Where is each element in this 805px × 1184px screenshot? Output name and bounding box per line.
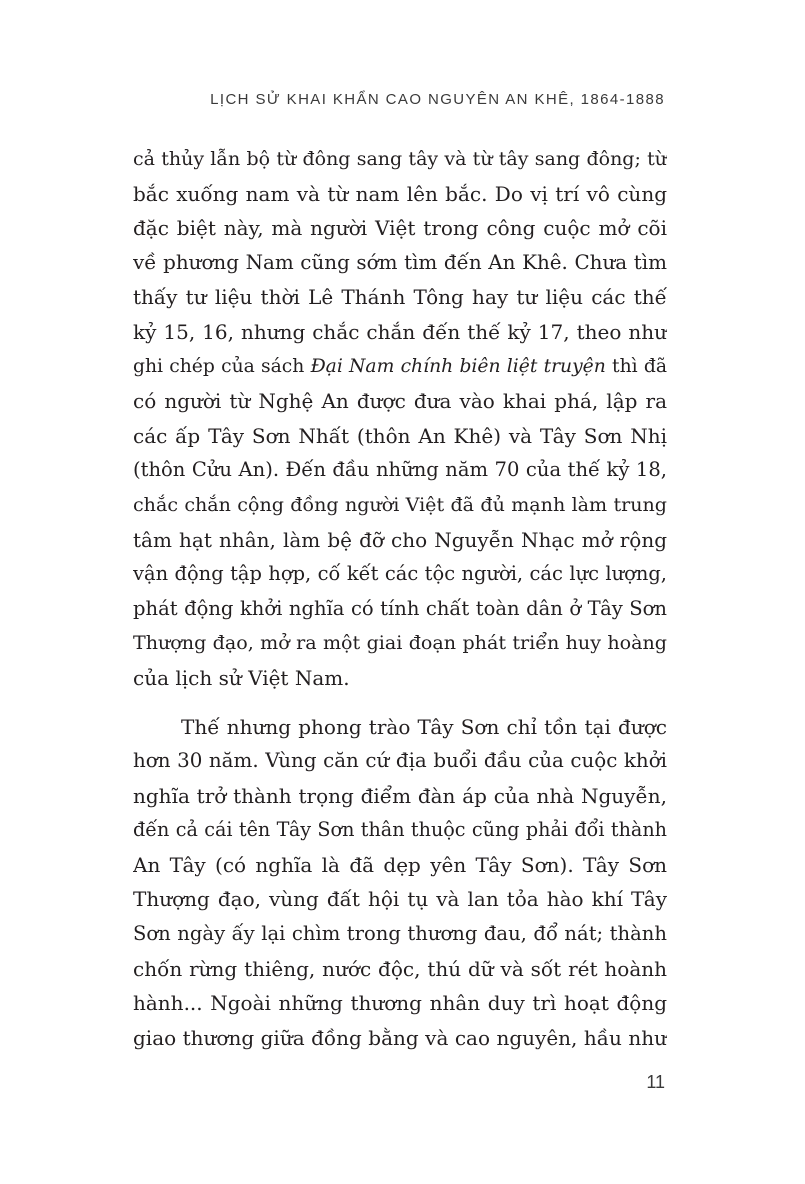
text-line: chắc chắn cộng đồng người Việt đã đủ mạnh làm trung [133, 493, 667, 516]
text-line: Sơn ngày ấy lại chìm trong thương đau, đổ nát; thành [133, 922, 667, 946]
text-line: Thượng đạo, mở ra một giai đoạn phát triển huy hoàng [133, 631, 667, 655]
running-header: LỊCH SỬ KHAI KHẨN CAO NGUYÊN AN KHÊ, 1864-1888 [210, 91, 665, 108]
body-text [133, 142, 667, 1055]
text-line: Thượng đạo, vùng đất hội tụ và lan tỏa hào khí Tây [133, 887, 667, 912]
text-line: Thế nhưng phong trào Tây Sơn chỉ tồn tại được [181, 714, 667, 739]
text-line: về phương Nam cũng sớm tìm đến An Khê. Chưa tìm [133, 250, 667, 274]
text-line: vận động tập hợp, cố kết các tộc người, các lực lượng, [133, 562, 667, 586]
text-line: đến cả cái tên Tây Sơn thân thuộc cũng phải đổi thành [133, 818, 667, 842]
text-line: hơn 30 năm. Vùng căn cứ địa buổi đầu của cuộc khởi [133, 749, 667, 773]
page-number: 11 [646, 1072, 665, 1092]
text-line: của lịch sử Việt Nam. [133, 665, 350, 690]
text-line: đặc biệt này, mà người Việt trong công cuộc mở cõi [133, 216, 667, 241]
text-line: phát động khởi nghĩa có tính chất toàn dân ở Tây Sơn [133, 596, 667, 620]
text-line: có người từ Nghệ An được đưa vào khai phá, lập ra [133, 389, 667, 414]
text-line: An Tây (có nghĩa là đã dẹp yên Tây Sơn). Tây Sơn [133, 852, 667, 877]
text-line: thấy tư liệu thời Lê Thánh Tông hay tư liệu các thế [133, 285, 667, 310]
text-line: các ấp Tây Sơn Nhất (thôn An Khê) và Tây Sơn Nhị [133, 423, 667, 448]
paragraph-2 [133, 710, 667, 1056]
text-line: (thôn Cửu An). Đến đầu những năm 70 của thế kỷ 18, [133, 458, 667, 482]
text-line: bắc xuống nam và từ nam lên bắc. Do vị trí vô cùng [133, 181, 667, 206]
text-line: chốn rừng thiêng, nước độc, thú dữ và sốt rét hoành [133, 956, 667, 981]
text-line: giao thương giữa đồng bằng và cao nguyên, hầu như [133, 1025, 667, 1050]
text-line: cả thủy lẫn bộ từ đông sang tây và từ tây sang đông; từ [133, 148, 667, 170]
text-line: kỷ 15, 16, nhưng chắc chắn đến thế kỷ 17, theo như [133, 319, 667, 344]
text-line: hành... Ngoài những thương nhân duy trì hoạt động [133, 991, 667, 1016]
paragraph-1 [133, 142, 667, 696]
paragraph-spacer [133, 696, 667, 710]
text-fragment: ghi chép của sách [133, 355, 311, 377]
text-line: tâm hạt nhân, làm bệ đỡ cho Nguyễn Nhạc mở rộng [133, 527, 667, 552]
text-line: nghĩa trở thành trọng điểm đàn áp của nhà Nguyễn, [133, 783, 667, 808]
text-fragment: thì đã [605, 355, 667, 377]
book-title: Đại Nam chính biên liệt truyện [310, 355, 606, 377]
text-line [133, 350, 667, 385]
